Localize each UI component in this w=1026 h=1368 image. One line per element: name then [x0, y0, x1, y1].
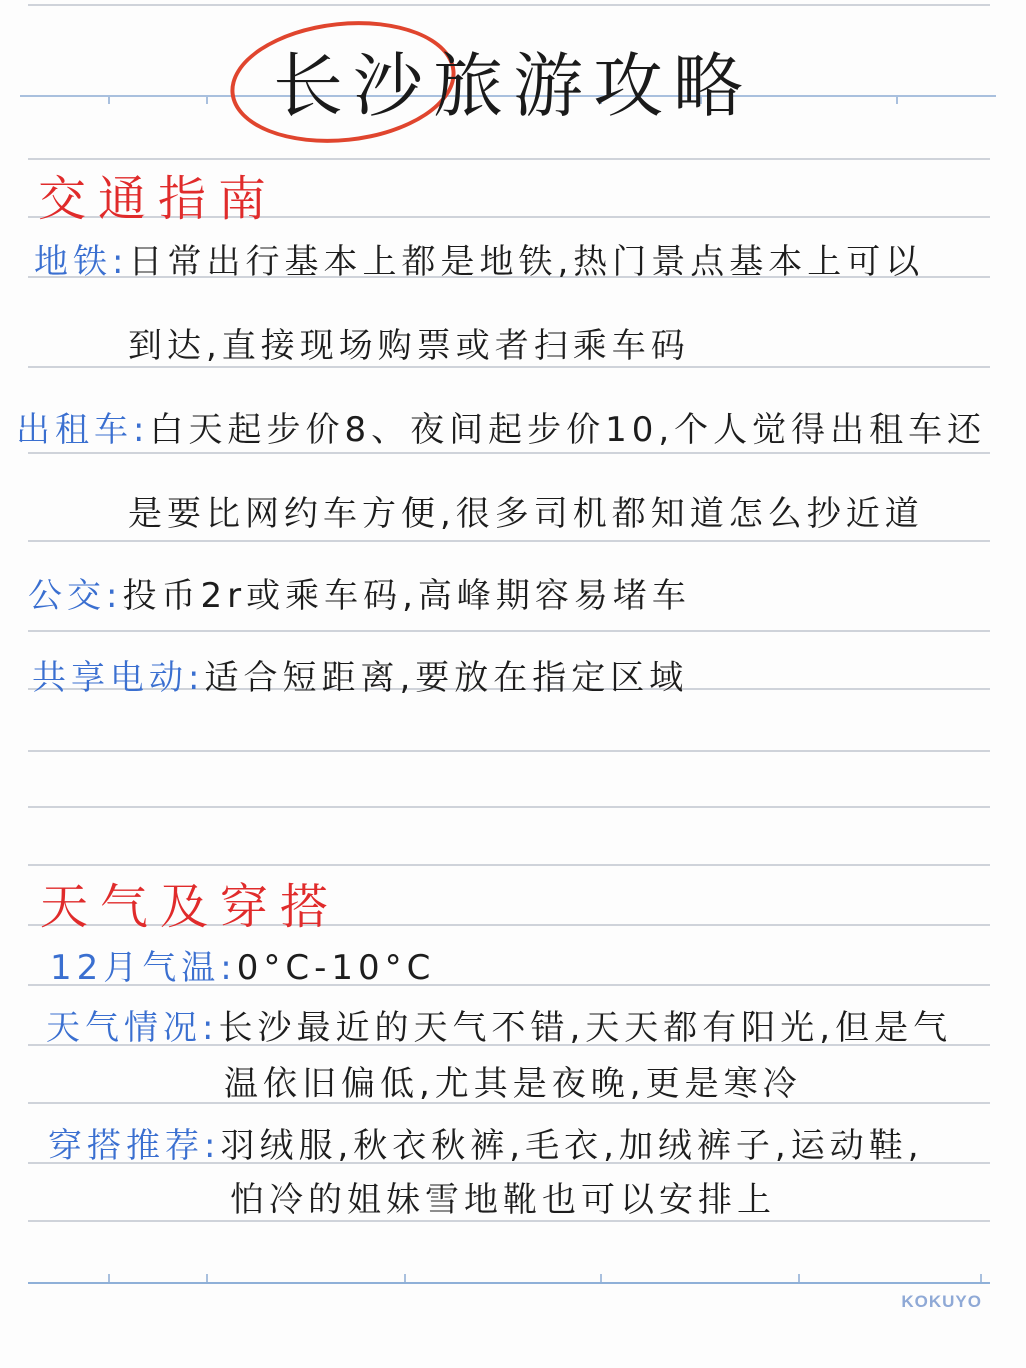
- bus-text: 投币2r或乘车码,高峰期容易堵车: [122, 576, 691, 616]
- ruled-line: [28, 452, 990, 454]
- weather-text-1: 长沙最近的天气不错,天天都有阳光,但是气: [218, 1008, 953, 1048]
- bus-line: [28, 568, 691, 617]
- ruler-tick: [600, 1274, 602, 1282]
- bus-label: 公交:: [28, 576, 123, 616]
- ebike-label: 共享电动:: [32, 658, 205, 698]
- ruler-tick: [798, 1274, 800, 1282]
- taxi-line-1: [16, 402, 986, 451]
- title-rest: 旅游攻略: [433, 45, 753, 127]
- weather-heading: 天气及穿搭: [40, 879, 341, 935]
- temperature-label: 12月气温:: [50, 948, 237, 988]
- ruler-tick: [206, 1274, 208, 1282]
- subway-line-1: [34, 234, 924, 283]
- transport-heading: 交通指南: [38, 171, 279, 227]
- ruled-line: [28, 630, 990, 632]
- ruler-tick: [980, 1274, 982, 1282]
- taxi-text-1: 白天起步价8、夜间起步价10,个人觉得出租车还: [149, 410, 987, 450]
- outfit-label: 穿搭推荐:: [48, 1126, 221, 1166]
- subway-text-2: 到达,直接现场购票或者扫乘车码: [128, 326, 690, 366]
- subway-text-1: 日常出行基本上都是地铁,热门景点基本上可以: [128, 242, 925, 282]
- outfit-text-2: 怕冷的姐妹雪地靴也可以安排上: [230, 1180, 776, 1220]
- ruled-line: [28, 806, 990, 808]
- bottom-ruled-line: [28, 1282, 990, 1284]
- ruled-line: [28, 864, 990, 866]
- ebike-line: [32, 650, 688, 699]
- subway-label: 地铁:: [34, 242, 129, 282]
- weather-text-2: 温依旧偏低,尤其是夜晚,更是寒冷: [224, 1064, 802, 1104]
- ruler-tick: [404, 1274, 406, 1282]
- brand-logo-text: KOKUYO: [901, 1292, 982, 1311]
- ruled-line: [28, 4, 990, 6]
- taxi-text-2: 是要比网约车方便,很多司机都知道怎么抄近道: [128, 494, 924, 534]
- ruled-line: [28, 750, 990, 752]
- outfit-text-1: 羽绒服,秋衣秋裤,毛衣,加绒裤子,运动鞋,: [220, 1126, 924, 1166]
- ruler-tick: [108, 1274, 110, 1282]
- weather-label: 天气情况:: [46, 1008, 219, 1048]
- taxi-label: 出租车:: [16, 410, 150, 450]
- page-title: [0, 30, 1026, 131]
- temperature-line: [50, 940, 435, 989]
- ruled-line: [28, 540, 990, 542]
- temperature-text: 0°C-10°C: [236, 948, 436, 988]
- weather-line-1: [46, 1000, 952, 1049]
- title-circled-word: 长沙: [273, 45, 433, 127]
- outfit-line-1: [48, 1118, 924, 1167]
- ebike-text: 适合短距离,要放在指定区域: [204, 658, 689, 698]
